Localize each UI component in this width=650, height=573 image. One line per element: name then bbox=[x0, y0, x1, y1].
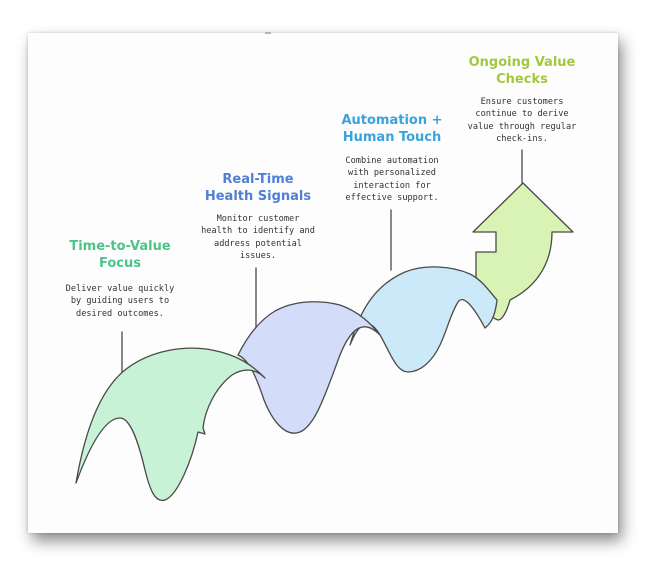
stage1-title: Time-to-Value Focus bbox=[69, 239, 171, 271]
stage3-description: Combine automation with personalized interaction for effective support. bbox=[345, 156, 439, 204]
stage1-description: Deliver value quickly by guiding users to desired outcomes. bbox=[65, 284, 175, 319]
stage2-description: Monitor customer health to identify and address potential issues. bbox=[201, 214, 315, 262]
stage4-title: Ongoing Value Checks bbox=[468, 55, 576, 87]
stage4-description: Ensure customers continue to derive value through regular check-ins. bbox=[467, 97, 577, 145]
stage2-ribbon bbox=[238, 302, 380, 433]
stage3-ribbon bbox=[350, 267, 497, 372]
stage1-ribbon bbox=[76, 348, 265, 500]
stage2-title: Real-Time Health Signals bbox=[204, 172, 312, 204]
stage3-title: Automation + Human Touch bbox=[341, 113, 443, 145]
